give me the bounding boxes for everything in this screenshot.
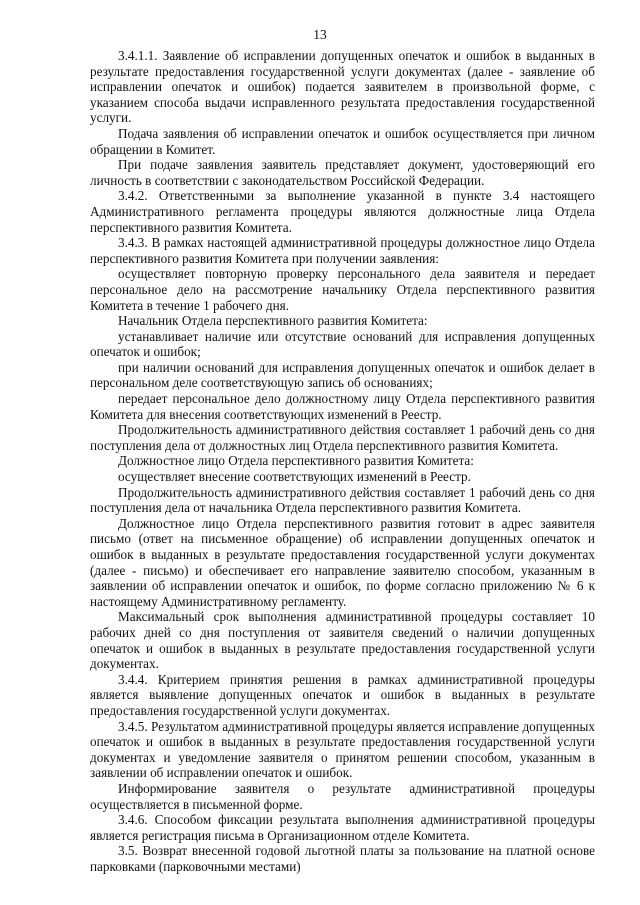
paragraph: При подаче заявления заявитель представляет документ, удостоверяющий его личность в соответствии с законодательством Российской Федерации. — [90, 157, 595, 188]
paragraph: Должностное лицо Отдела перспективного развития готовит в адрес заявителя письмо (ответ на письменное обращение) об исправлении допущенных опечаток и ошибок в выданных в результате предоставления государственной услуги документах (далее - письмо) и обеспечивает его направление заявителю способом, указанным в заявлении об исправлении опечаток и ошибок, по форме согласно приложению № 6 к настоящему Административному регламенту. — [90, 515, 595, 609]
paragraph: Подача заявления об исправлении опечаток и ошибок осуществляется при личном обращении в Комитет. — [90, 125, 595, 157]
paragraph: Начальник Отдела перспективного развития Комитета: — [118, 313, 428, 329]
paragraph: 3.4.5. Результатом административной процедуры является исправление допущенных опечаток и ошибок в выданных в результате предоставления государственной услуги документах и уведомление заявителя о принятом решении способом, указанным в заявлении об исправлении опечаток и ошибок. — [90, 718, 595, 781]
paragraph: при наличии оснований для исправления допущенных опечаток и ошибок делает в персональном деле соответствующую запись об основаниях; — [90, 359, 595, 391]
paragraph: Информирование заявителя о результате административной процедуры осуществляется в письменной форме. — [90, 780, 595, 812]
paragraph: 3.4.6. Способом фиксации результата выполнения административной процедуры является регистрация письма в Организационном отделе Комитета. — [90, 812, 595, 843]
paragraph: Должностное лицо Отдела перспективного развития Комитета: — [118, 453, 474, 469]
document-body — [90, 48, 595, 874]
paragraph: Максимальный срок выполнения административной процедуры составляет 10 рабочих дней со дня поступления от заявителя сведений о наличии допущенных опечаток и ошибок в выданных в результате предоставления государственной услуги документах. — [90, 609, 595, 672]
paragraph: устанавливает наличие или отсутствие оснований для исправления допущенных опечаток и ошибок; — [90, 328, 595, 360]
paragraph: 3.4.3. В рамках настоящей административной процедуры должностное лицо Отдела перспективного развития Комитета при получении заявления: — [90, 235, 595, 266]
paragraph: Продолжительность административного действия составляет 1 рабочий день со дня поступления дела от должностных лиц Отдела перспективного развития Комитета. — [90, 422, 595, 453]
paragraph: передает персональное дело должностному лицу Отдела перспективного развития Комитета для внесения соответствующих изменений в Реестр. — [90, 391, 595, 422]
page-number: 13 — [313, 27, 327, 42]
paragraph: Продолжительность административного действия составляет 1 рабочий день со дня поступления дела от начальника Отдела перспективного развития Комитета. — [90, 484, 595, 516]
paragraph: осуществляет повторную проверку персонального дела заявителя и передает персональное дело на рассмотрение начальнику Отдела перспективного развития Комитета в течение 1 рабочего дня. — [90, 266, 595, 313]
paragraph: 3.4.4. Критерием принятия решения в рамках административной процедуры является выявление допущенных опечаток и ошибок в выданных в результате предоставления государственной услуги документах. — [90, 671, 595, 718]
paragraph: 3.4.2. Ответственными за выполнение указанной в пункте 3.4 настоящего Административного регламента процедуры являются должностные лица Отдела перспективного развития Комитета. — [90, 188, 595, 235]
paragraph: 3.4.1.1. Заявление об исправлении допущенных опечаток и ошибок в выданных в результате предоставления государственной услуги документах (далее - заявление об исправлении опечаток и ошибок) подается заявителем в произвольной форме, с указанием способа выдачи исправленного результата предоставления государственной услуги. — [90, 48, 595, 126]
paragraph: 3.5. Возврат внесенной годовой льготной платы за пользование на платной основе парковками (парковочными местами) — [90, 843, 595, 874]
paragraph: осуществляет внесение соответствующих изменений в Реестр. — [118, 469, 471, 485]
